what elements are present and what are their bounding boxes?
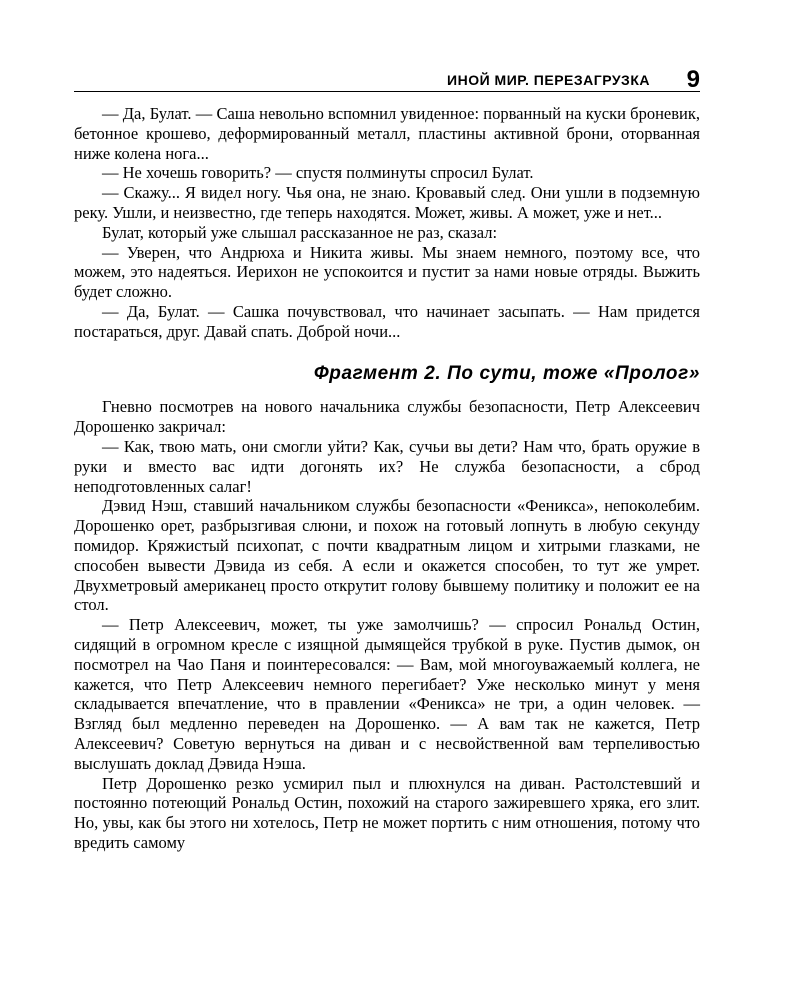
paragraph: — Петр Алексеевич, может, ты уже замолчишь? — спросил Рональд Остин, сидящий в огромном кресле с изящной дымящейся трубкой в руке. Пустив дымок, он посмотрел на Чао Паня и поинтересовался: — Вам, мой многоуважаемый коллега, не кажется, что Петр Алексеевич немного перегибает? Уже несколько минут у меня складывается впечатление, что в правлении «Феникса» не три, а один человек. — Взгляд был медленно переведен на Дорошенко. — А вам так не кажется, Петр Алексеевич? Советую вернуться на диван и с несвойственной вам терпеливостью выслушать доклад Дэвида Нэша. — [74, 615, 700, 773]
paragraph: Дэвид Нэш, ставший начальником службы безопасности «Феникса», непоколебим. Дорошенко орет, разбрызгивая слюни, и похож на готовый лопнуть в любую секунду помидор. Кряжистый психопат, с почти квадратным лицом и хитрыми глазками, не способен вывести Дэвида из себя. А если и окажется способен, то тут же умрет. Двухметровый американец просто открутит голову бывшему политику и положит ее на стол. — [74, 496, 700, 615]
paragraph: — Да, Булат. — Сашка почувствовал, что начинает засыпать. — Нам придется постараться, друг. Давай спать. Доброй ночи... — [74, 301, 700, 341]
paragraph: Петр Дорошенко резко усмирил пыл и плюхнулся на диван. Растолстевший и постоянно потеющий Рональд Остин, похожий на старого зажиревшего хряка, его злит. Но, увы, как бы этого ни хотелось, Петр не может портить с ним отношения, потому что вредить самому — [74, 773, 700, 852]
paragraph: Булат, который уже слышал рассказанное не раз, сказал: — [102, 222, 498, 242]
paragraph: — Уверен, что Андрюха и Никита живы. Мы знаем немного, поэтому все, что можем, это надеяться. Иерихон не успокоится и пустит за нами новые отряды. Выжить будет сложно. — [74, 242, 700, 302]
body-text — [74, 104, 700, 853]
header-rule — [74, 91, 700, 92]
page-number: 9 — [686, 66, 700, 93]
running-title: ИНОЙ МИР. ПЕРЕЗАГРУЗКА — [447, 72, 650, 88]
paragraph: — Скажу... Я видел ногу. Чья она, не знаю. Кровавый след. Они ушли в подземную реку. Ушли, и неизвестно, где теперь находятся. Может, живы. А может, уже и нет... — [74, 183, 700, 222]
running-head — [74, 66, 700, 93]
paragraph: — Не хочешь говорить? — спустя полминуты спросил Булат. — [102, 163, 534, 183]
paragraph: — Да, Булат. — Саша невольно вспомнил увиденное: порванный на куски броневик, бетонное крошево, деформированный металл, пластины активной брони, оторванная ниже колена нога... — [74, 104, 700, 163]
paragraph: Гневно посмотрев на нового начальника службы безопасности, Петр Алексеевич Дорошенко закричал: — [74, 397, 700, 437]
paragraph: — Как, твою мать, они смогли уйти? Как, сучьи вы дети? Нам что, брать оружие в руки и вместо вас идти догонять их? Не служба безопасности, а сброд неподготовленных салаг! — [74, 436, 700, 496]
chapter-heading: Фрагмент 2. По сути, тоже «Пролог» — [313, 362, 700, 384]
